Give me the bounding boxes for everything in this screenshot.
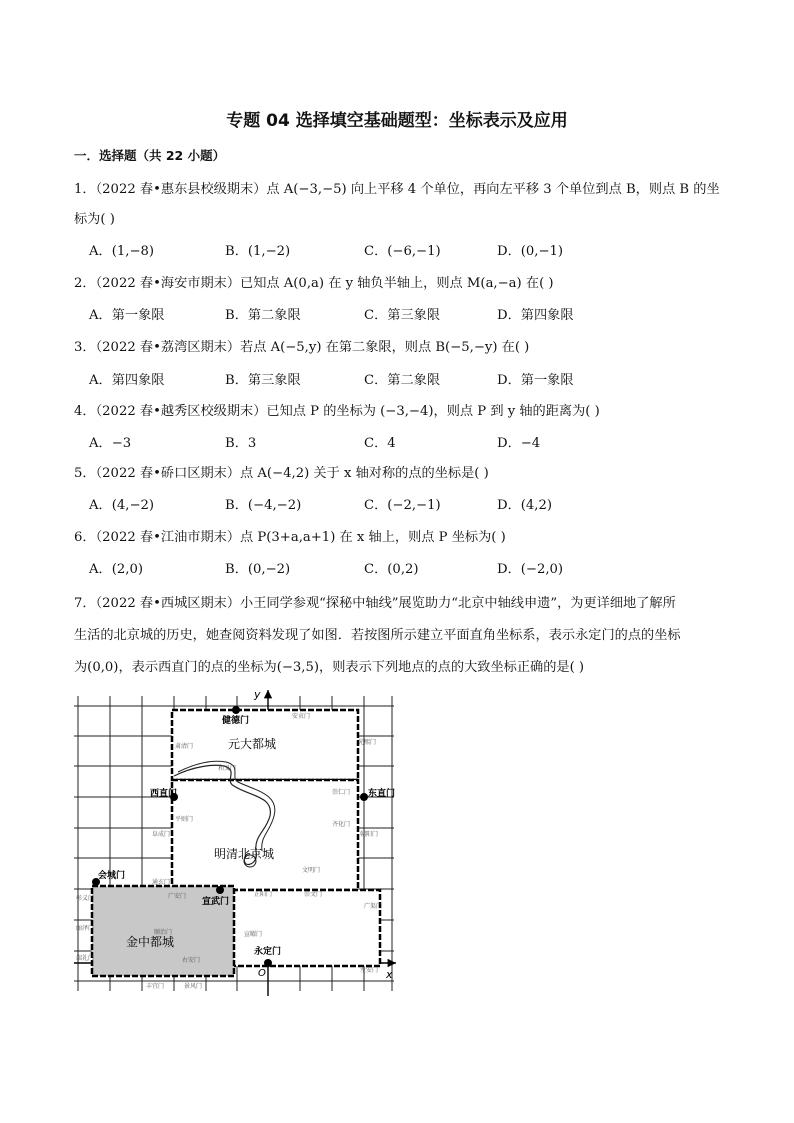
q4-option-a[interactable]: A．−3 (89, 436, 132, 451)
label-zhangyi: 彰义门 (76, 895, 95, 902)
question-4-line-1: 4．（2022 春•越秀区校级期末）已知点 P 的坐标为 (−3,−4)，则点 P 到 y 轴的距离为( ) (74, 404, 600, 419)
q6-option-d[interactable]: D．(−2,0) (497, 562, 564, 577)
label-huicheng: 会城门 (98, 871, 126, 881)
label-fengyi: 丰宜门 (146, 983, 165, 990)
question-7-line-1: 7．（2022 春•西城区期末）小王同学参观“探秘中轴线”展览助力“北京中轴线申遗”，为更详细地了解所 (74, 596, 676, 611)
label-jin: 金中都城 (126, 935, 175, 949)
q3-option-a[interactable]: A．第四象限 (89, 373, 165, 388)
q5-option-b[interactable]: B．(−4,−2) (225, 498, 302, 513)
label-dongzhi: 东直门 (368, 789, 396, 799)
question-3-line-1: 3．（2022 春•荔湾区期末）若点 A(−5,y) 在第二象限，则点 B(−5,−y) 在( ) (74, 340, 530, 355)
q1-option-a[interactable]: A．(1,−8) (89, 244, 155, 259)
map-svg (74, 686, 404, 998)
label-qihua: 齐化门 (332, 821, 351, 828)
label-guangqu: 广渠门 (364, 903, 383, 910)
label-hede: 和义门 (218, 765, 237, 772)
question-7-line-2: 生活的北京城的历史，她查阅资料发现了如图．若按图所示建立平面直角坐标系，表示永定门的点的坐标 (74, 628, 681, 643)
label-yongding: 永定门 (254, 947, 282, 957)
label-jingyi: 景风门 (184, 983, 203, 990)
label-chaoyang: 朝阳门 (360, 831, 379, 838)
question-7-line-3: 为(0,0)，表示西直门的点的坐标为(−3,5)，则表示下列地点的点的大致坐标正确的是( ) (74, 660, 585, 675)
label-fucheng: 阜成门 (152, 831, 171, 838)
q3-option-d[interactable]: D．第一象限 (497, 373, 574, 388)
label-guangan: 广安门 (168, 893, 187, 900)
label-chongren: 崇仁门 (332, 789, 351, 796)
label-xuanwu: 宣武门 (202, 897, 230, 907)
q2-option-b[interactable]: B．第二象限 (225, 308, 301, 323)
q5-option-a[interactable]: A．(4,−2) (89, 498, 155, 513)
label-chongwen: 崇文门 (304, 891, 323, 898)
label-xizhi: 西直门 (150, 789, 178, 799)
origin-label: O (258, 968, 266, 979)
q4-option-c[interactable]: C．4 (364, 436, 396, 451)
question-1-line-1: 1．（2022 春•惠东县校级期末）点 A(−3,−5) 向上平移 4 个单位，再向左平移 3 个单位到点 B，则点 B 的坐 (74, 182, 720, 197)
yongding-gate-dot (264, 959, 272, 967)
dongzhi-gate-dot (360, 793, 368, 801)
label-pingze: 平则门 (175, 816, 194, 823)
label-guangxi: 光熙门 (358, 739, 377, 746)
label-duanli: 端礼门 (76, 955, 95, 962)
jiande-gate-dot (232, 706, 240, 714)
label-sudang: 肃清门 (175, 743, 194, 750)
label-wenming: 文明门 (302, 867, 321, 874)
q1-option-c[interactable]: C．(−6,−1) (364, 244, 441, 259)
label-zhengyang: 正阳门 (254, 891, 273, 898)
q2-option-a[interactable]: A．第一象限 (89, 308, 165, 323)
xuanwu-gate-dot (216, 886, 224, 894)
label-xuanyao: 宣曜门 (244, 931, 263, 938)
q3-option-b[interactable]: B．第三象限 (225, 373, 301, 388)
question-6-line-1: 6．（2022 春•江油市期末）点 P(3+a,a+1) 在 x 轴上，则点 P 坐标为( ) (74, 530, 506, 545)
label-yuan: 元大都城 (228, 737, 277, 751)
q2-option-d[interactable]: D．第四象限 (497, 308, 574, 323)
q6-option-a[interactable]: A．(2,0) (89, 562, 143, 577)
beijing-map-figure (74, 686, 404, 998)
q5-option-c[interactable]: C．(−2,−1) (364, 498, 441, 513)
page-title: 专题 04 选择填空基础题型：坐标表示及应用 (226, 111, 568, 131)
label-shunzhi: 顺治门 (154, 929, 173, 936)
section-heading: 一．选择题（共 22 小题） (74, 148, 226, 163)
q6-option-b[interactable]: B．(0,−2) (225, 562, 291, 577)
label-anzhen: 安贞门 (292, 713, 311, 720)
q5-option-d[interactable]: D．(4,2) (497, 498, 553, 513)
question-2-line-1: 2．（2022 春•海安市期末）已知点 A(0,a) 在 y 轴负半轴上，则点 M(a,−a) 在( ) (74, 276, 554, 291)
label-ming: 明清北京城 (214, 847, 275, 861)
question-5-line-1: 5．（2022 春•硚口区期末）点 A(−4,2) 关于 x 轴对称的点的坐标是( ) (74, 466, 489, 481)
x-axis-label: x (386, 968, 393, 981)
label-lize: 丽泽门 (76, 925, 95, 932)
y-axis-label: y (254, 688, 261, 701)
q1-option-d[interactable]: D．(0,−1) (497, 244, 564, 259)
q3-option-c[interactable]: C．第二象限 (364, 373, 441, 388)
q2-option-c[interactable]: C．第三象限 (364, 308, 441, 323)
q4-option-b[interactable]: B．3 (225, 436, 257, 451)
label-youan: 右安门 (182, 957, 201, 964)
label-zuoan: 左安门 (360, 967, 379, 974)
q6-option-c[interactable]: C．(0,2) (364, 562, 419, 577)
label-jiande: 健德门 (222, 716, 250, 726)
question-1-line-2: 标为( ) (74, 212, 115, 227)
q1-option-b[interactable]: B．(1,−2) (225, 244, 291, 259)
label-tongxuan: 通玄门 (152, 879, 171, 886)
q4-option-d[interactable]: D．−4 (497, 436, 541, 451)
